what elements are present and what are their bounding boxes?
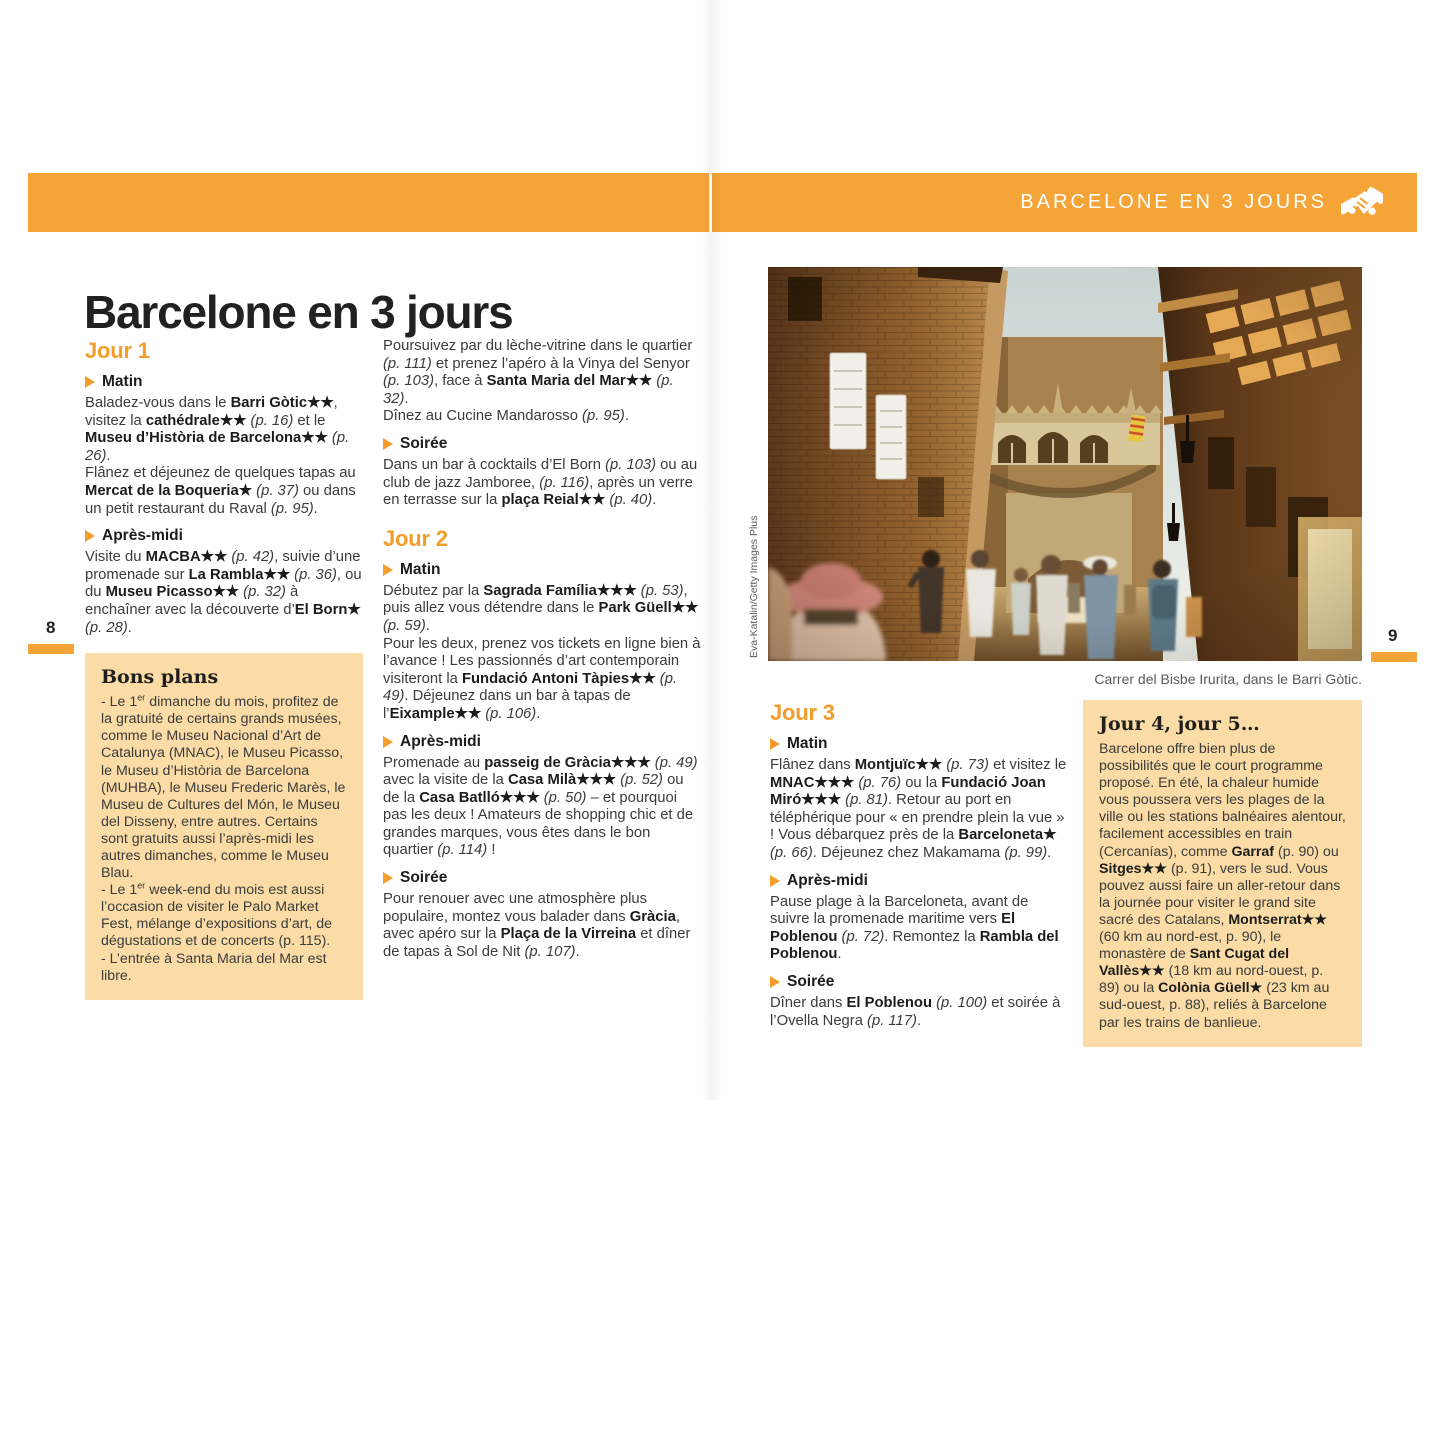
highlighted-name: Plaça de la Virreina — [500, 926, 637, 943]
highlighted-name: Casa Milà★★★ — [508, 772, 617, 789]
photo-credit: Eva-Katalin/Getty Images Plus — [748, 515, 760, 658]
highlighted-name: passeig de Gràcia★★★ — [484, 754, 651, 771]
text-run: et soirée à l’Ovella Negra — [770, 994, 1061, 1029]
text-run: Promenade au — [383, 754, 485, 771]
page-reference: (p. 37) — [256, 482, 299, 499]
page-tab-right — [1371, 652, 1417, 662]
highlighted-name: Fundació Joan Miró★★★ — [770, 774, 1046, 809]
text-run: Débutez par la — [383, 582, 484, 599]
text-run: et le — [293, 412, 326, 429]
highlighted-name: Rambla del Poblenou — [770, 928, 1059, 963]
page-reference: (p. 50) — [543, 789, 587, 806]
triangle-bullet-icon — [383, 438, 393, 450]
subheading-label: Après-midi — [400, 732, 481, 750]
text-run: er — [137, 880, 146, 891]
page-reference: (p. 107) — [524, 943, 576, 960]
text-run: , ou du — [85, 566, 362, 601]
text-run: , face à — [434, 373, 487, 390]
triangle-bullet-icon — [383, 736, 393, 748]
subheading-label: Matin — [787, 735, 828, 752]
text-run: avec la visite de la — [383, 772, 509, 789]
text-run: (p. 91), vers le sud. Vous pouvez aussi faire un aller-retour dans la journée pour visiter le grand site sacré des Catalans, — [1099, 860, 1341, 928]
subheading-label: Après-midi — [102, 527, 183, 545]
page-reference: (p. 40) — [609, 492, 653, 509]
text-run: . — [1047, 844, 1052, 861]
highlighted-name: Park Güell★★ — [598, 600, 699, 617]
text-run: ou dans un petit restaurant du Raval — [85, 482, 356, 517]
body-paragraph — [383, 636, 701, 724]
body-paragraph — [383, 338, 701, 408]
text-run: . Déjeunez dans un bar à tapas de l’ — [383, 688, 631, 722]
time-subheading — [383, 561, 701, 579]
page-reference: (p. 73) — [946, 757, 989, 773]
text-run: Pour renouer avec une atmosphère plus populaire, montez vous balader dans — [383, 891, 648, 925]
subheading-label: Soirée — [400, 869, 448, 887]
text-run: Baladez-vous dans le — [85, 395, 231, 411]
page-reference: (p. 49) — [654, 754, 698, 771]
highlighted-name: MACBA★★ — [145, 549, 228, 566]
text-run: Flânez et déjeunez de quelques tapas au — [85, 465, 356, 482]
time-subheading — [770, 872, 1070, 890]
page-reference: (p. 66) — [770, 844, 813, 861]
highlighted-name: Colònia Güell★ — [1158, 980, 1263, 997]
highlighted-name: Mercat de la Boqueria★ — [85, 482, 253, 499]
time-subheading — [383, 733, 701, 751]
text-run: (23 km au sud-ouest, p. 88), reliés à Barcelone par les trains de banlieue. — [1099, 980, 1330, 1031]
page-reference: (p. 111) — [383, 355, 432, 372]
right-page-box-column — [1083, 700, 1362, 1047]
right-page-column — [770, 700, 1070, 1030]
text-run: ou de la — [383, 772, 684, 806]
triangle-bullet-icon — [770, 738, 780, 750]
highlighted-name: Sitges★★ — [1099, 860, 1168, 877]
page-reference: (p. 59) — [383, 617, 426, 634]
body-paragraph — [383, 457, 701, 510]
highlighted-name: cathédrale★★ — [145, 412, 247, 429]
highlighted-name: Garraf — [1231, 843, 1275, 860]
page-reference: (p. 103) — [605, 456, 657, 473]
body-paragraph — [85, 549, 363, 637]
carrer-del-bisbe-photo-illustration — [768, 267, 1362, 661]
page-reference: (p. 42) — [231, 549, 275, 566]
text-run: Flânez dans — [770, 757, 855, 773]
text-run: , suivie d’une promenade sur — [85, 549, 361, 583]
body-paragraph — [770, 894, 1070, 964]
text-run: week-end du mois est aussi l’occasion de visiter le Palo Market Fest, mélange d’expositions d’art, de dégustations et de concerts (p. 115). — [101, 882, 333, 950]
box-title: Bons plans — [101, 666, 219, 689]
text-run: Dans un bar à cocktails d’El Born — [383, 456, 606, 473]
text-run: . — [404, 390, 409, 407]
highlighted-name: MNAC★★★ — [770, 774, 855, 791]
text-run: et prenez l’apéro à la Vinya del Senyor — [431, 355, 690, 372]
subheading-label: Après-midi — [787, 871, 868, 889]
time-subheading — [383, 869, 701, 887]
triangle-bullet-icon — [383, 872, 393, 884]
text-run: - Le 1 — [101, 694, 138, 711]
text-run: . Déjeunez chez Makamama — [812, 844, 1005, 861]
page-reference: (p. 16) — [250, 412, 294, 429]
page-reference: (p. 106) — [485, 705, 537, 722]
box-title: Jour 4, jour 5… — [1099, 713, 1260, 735]
body-paragraph — [85, 395, 363, 465]
text-run: Visite du — [85, 549, 146, 566]
text-run: - Le 1 — [101, 882, 138, 899]
text-run: - L’entrée à Santa Maria del Mar est libre. — [101, 950, 327, 984]
text-run: . — [575, 943, 580, 960]
text-run: Barcelone offre bien plus de possibilités que le court programme proposé. En été, la chaleur humide vous poussera vers les plages de la ville ou les stations balnéaires alentour, facilement accessibles en train (Cercanías), comme — [1099, 741, 1346, 860]
page-reference: (p. 117) — [867, 1012, 917, 1029]
page-gutter — [702, 0, 722, 1100]
jour-4-5-box — [1083, 700, 1362, 1047]
page-reference: (p. 53) — [640, 582, 684, 599]
text-run: , visitez la — [85, 395, 338, 429]
highlighted-name: El Poblenou — [846, 994, 932, 1011]
text-run: ! — [487, 842, 496, 859]
day-heading: Jour 1 — [85, 338, 150, 363]
page-reference: (p. 100) — [936, 994, 988, 1011]
text-run: à enchaîner avec la découverte d’ — [85, 584, 299, 618]
highlighted-name: Santa Maria del Mar★★ — [486, 373, 653, 390]
text-run: (18 km au nord-ouest, p. 89) ou la — [1099, 963, 1324, 997]
highlighted-name: Barri Gòtic★★ — [230, 395, 334, 411]
box-paragraph — [1099, 741, 1346, 1032]
page-reference: (p. 103) — [383, 373, 434, 390]
text-run: er — [137, 692, 146, 703]
subheading-label: Matin — [400, 560, 441, 578]
text-run: – et pourquoi pas les deux ! Amateurs de shopping chic et de grandes marques, vous êtes dans le bon quartier — [383, 789, 694, 859]
text-run: Dîner dans — [770, 994, 847, 1011]
section-header-title: BARCELONE EN 3 JOURS — [1020, 191, 1327, 213]
header-bar-right — [712, 173, 1417, 232]
body-paragraph — [85, 465, 363, 518]
triangle-bullet-icon — [770, 976, 780, 988]
text-run: . — [536, 705, 541, 722]
time-subheading — [770, 735, 1070, 753]
box-paragraph — [101, 951, 347, 985]
page-reference: (p. 114) — [437, 842, 488, 859]
text-run: (p. 90) ou — [1274, 843, 1339, 860]
highlighted-name: Sagrada Família★★★ — [483, 582, 637, 599]
text-run: , avec apéro sur la — [383, 908, 680, 943]
day-heading: Jour 3 — [770, 700, 835, 725]
text-run: . — [425, 617, 430, 634]
text-run: ou au club de jazz Jamboree, — [383, 456, 698, 491]
highlighted-name: El Poblenou — [770, 911, 1016, 945]
text-run: . — [916, 1012, 922, 1029]
triangle-bullet-icon — [383, 564, 393, 576]
time-subheading — [85, 527, 363, 545]
highlighted-name: El Born★ — [294, 601, 361, 618]
text-run: et dîner de tapas à Sol de Nit — [383, 926, 691, 960]
page-reference: (p. 49) — [383, 670, 678, 705]
body-paragraph — [383, 755, 701, 861]
page-reference: (p. 52) — [620, 772, 663, 789]
triangle-bullet-icon — [770, 875, 780, 887]
text-run: Pour les deux, prenez vos tickets en ligne bien à l’avance ! Les passionnés d’art contemporain visiteront la — [383, 635, 701, 687]
page-reference: (p. 76) — [858, 774, 902, 791]
page-reference: (p. 116) — [539, 474, 590, 491]
bons-plans-box — [85, 653, 363, 1000]
page-reference: (p. 99) — [1004, 844, 1048, 861]
subheading-label: Soirée — [400, 434, 448, 452]
text-run: Poursuivez par du lèche-vitrine dans le quartier — [383, 338, 693, 354]
handshake-icon — [1341, 185, 1383, 221]
text-run: . Remontez la — [884, 928, 980, 945]
triangle-bullet-icon — [85, 376, 95, 388]
text-run: , après un verre en terrasse sur la — [383, 474, 693, 509]
highlighted-name: La Rambla★★ — [188, 566, 291, 583]
text-run: dimanche du mois, profitez de la gratuité de certains grands musées, comme le Museu Nacional d’Art de Catalunya (MNAC), le Museu Picasso, le Museu d’Història de Barcelona (MUHBA), le Museu Frederic Marès, le Museu de Cultures del Món, le Museu del Disseny, entre autres. Certains sont gratuits aussi l’après-midi les autres dimanches, comme le Museu Blau. — [101, 694, 346, 882]
header-bar-left — [28, 173, 709, 232]
time-subheading — [770, 973, 1070, 991]
text-run: Pause plage à la Barceloneta, avant de suivre la promenade maritime vers — [770, 893, 1029, 928]
highlighted-name: Museu d’Història de Barcelona★★ — [85, 430, 328, 447]
box-paragraph — [101, 882, 347, 950]
photo-caption: Carrer del Bisbe Irurita, dans le Barri Gòtic. — [1094, 671, 1362, 687]
text-run: . — [624, 408, 629, 425]
body-paragraph — [770, 757, 1070, 863]
subheading-label: Soirée — [787, 972, 835, 990]
text-run: . — [127, 619, 132, 636]
street-photo — [768, 267, 1362, 661]
page-reference: (p. 28) — [85, 619, 128, 636]
text-run: . — [837, 946, 842, 963]
text-run: . — [106, 447, 111, 464]
box-paragraph — [101, 694, 347, 882]
text-run: . — [313, 500, 318, 517]
body-paragraph — [383, 583, 701, 636]
highlighted-name: Montserrat★★ — [1228, 911, 1328, 928]
page-reference: (p. 32) — [383, 373, 674, 407]
page-number-right: 9 — [1388, 626, 1398, 645]
text-run: et visitez le — [988, 757, 1067, 773]
page-reference: (p. 95) — [582, 408, 625, 425]
highlighted-name: Casa Batlló★★★ — [419, 789, 540, 806]
subheading-label: Matin — [102, 373, 143, 390]
body-paragraph — [383, 408, 701, 426]
highlighted-name: Gràcia — [629, 908, 676, 925]
body-paragraph — [383, 891, 701, 961]
highlighted-name: Sant Cugat del Vallès★★ — [1099, 946, 1290, 980]
highlighted-name: Museu Picasso★★ — [105, 584, 240, 601]
highlighted-name: Barceloneta★ — [958, 827, 1057, 844]
time-subheading — [85, 373, 363, 391]
highlighted-name: Eixample★★ — [389, 705, 482, 722]
left-page-column-1 — [85, 338, 363, 1000]
highlighted-name: Fundació Antoni Tàpies★★ — [461, 670, 656, 687]
highlighted-name: Montjuïc★★ — [854, 757, 943, 773]
body-paragraph — [770, 995, 1070, 1030]
text-run: Dînez au Cucine Mandarosso — [383, 408, 583, 425]
text-run: ou la — [901, 774, 942, 791]
text-run: , puis allez vous détendre dans le — [383, 582, 688, 617]
page-tab-left — [28, 644, 74, 654]
time-subheading — [383, 435, 701, 453]
highlighted-name: plaça Reial★★ — [501, 492, 606, 509]
page-reference: (p. 36) — [294, 566, 337, 583]
page-title: Barcelone en 3 jours — [84, 285, 513, 338]
page-reference: (p. 72) — [841, 928, 885, 945]
page-reference: (p. 95) — [270, 500, 314, 517]
text-run: (60 km au nord-est, p. 90), le monastère de — [1099, 929, 1282, 963]
page-reference: (p. 26) — [85, 430, 350, 464]
page-reference: (p. 81) — [845, 792, 888, 809]
page-number-left: 8 — [46, 618, 56, 637]
triangle-bullet-icon — [85, 530, 95, 542]
page-reference: (p. 32) — [243, 584, 286, 601]
left-page-column-2 — [383, 338, 701, 961]
text-run: . Retour au port en téléphérique pour « en prendre plein la vue » ! Vous débarquez près de la — [770, 792, 1065, 844]
text-run: . — [652, 492, 657, 509]
day-heading: Jour 2 — [383, 525, 448, 551]
